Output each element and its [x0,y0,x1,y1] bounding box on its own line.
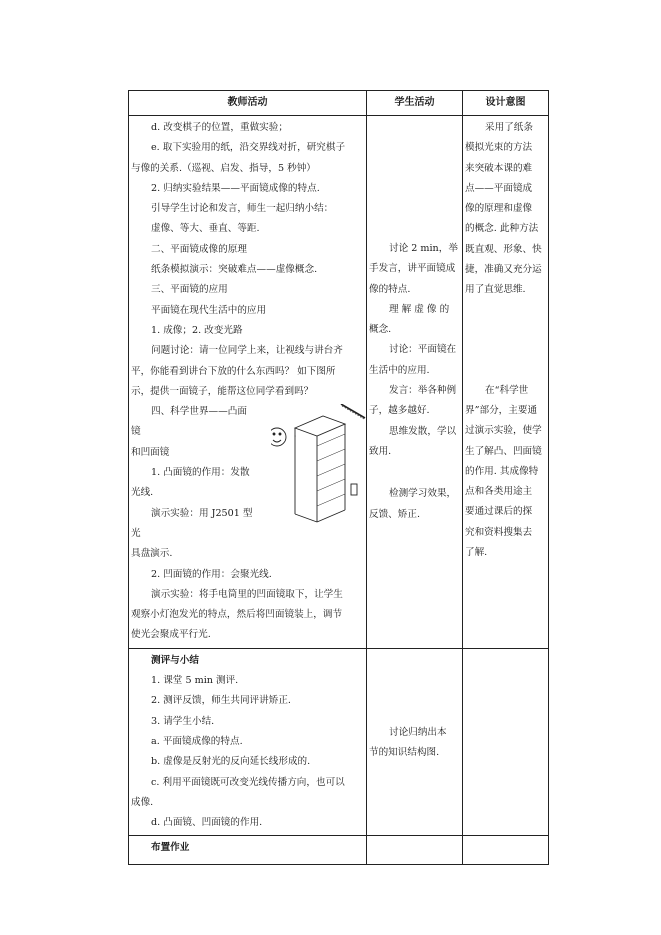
header-row [129,91,549,116]
evaluation-line: a. 平面镜成像的特点. [151,735,243,747]
design-line: 用了直觉思维. [465,284,526,296]
student-line: 概念. [369,324,392,336]
teacher-line: 1. 成像；2. 改变光路 [151,324,243,336]
object-icon [351,484,357,495]
design-line: 采用了纸条 [485,122,533,133]
design-line: 点和各类用途主 [465,486,533,498]
student-line: 思维发散，学以 [389,425,457,437]
design-line: 捷，准确又充分运 [465,264,542,276]
teacher-line: e. 取下实验用的纸，沿交界线对折，研究棋子 [151,142,346,154]
section-title: 测评与小结 [151,654,199,666]
teacher-line: 演示实验：将手电筒里的凹面镜取下，让学生 [151,588,343,600]
student-line: 生活中的应用. [369,364,430,376]
design-line: 生了解凸、凹面镜 [465,445,542,457]
design-line: 点——平面镜成 [465,182,533,194]
teacher-line: 2. 凹面镜的作用：会聚光线. [151,568,272,580]
teacher-line: 平，你能看到讲台下放的什么东西吗？ 如下图所 [131,365,336,377]
mirror-icon [341,404,365,419]
teacher-line: 使光会聚成平行光. [131,629,211,641]
teacher-line: 平面镜在现代生活中的应用 [151,304,267,316]
design-line: 要通过课后的探 [465,506,533,518]
evaluation-line: 1. 课堂 5 min 测评. [151,675,239,687]
design-line: 像的原理和虚像 [465,203,533,215]
header-student: 学生活动 [367,91,463,116]
teacher-line: 与像的关系.（巡视、启发、指导，5 秒钟） [131,162,316,174]
teacher-line: 四、科学世界——凸面镜 [131,406,247,438]
evaluation-line: 2. 测评反馈，师生共同评讲矫正. [151,695,291,707]
evaluation-row [129,648,549,836]
teacher-line: 虚像、等大、垂直、等距. [151,223,260,235]
design-line: 模拟光束的方法 [465,142,533,154]
teacher-line: 演示实验：用 J2501 型光 [131,507,253,539]
teacher-line: 示，提供一面镜子，能帮这位同学看到吗？ [131,385,314,397]
teacher-line: 和凹面镜 [131,446,170,458]
teacher-line: 具盘演示. [131,548,173,560]
student-line: 像的特点. [369,283,411,295]
mirror-text-block [131,402,253,564]
evaluation-student-cell [367,648,463,836]
teacher-line: 引导学生讨论和发言，师生一起归纳小结： [151,203,334,215]
evaluation-student-line: 讨论归纳出本 [389,726,447,738]
student-face-icon [271,428,286,446]
teacher-line: 二、平面镜成像的原理 [151,243,247,255]
mirror-section [131,402,364,564]
design-line: 既直观、形象、快 [465,243,542,255]
student-line: 子，越多越好. [369,405,430,417]
homework-row [129,836,549,865]
teacher-line: 纸条模拟演示：突破难点——虚像概念. [151,264,318,276]
homework-student-cell [367,836,463,865]
design-line: 了解. [465,547,488,559]
activity-row [129,116,549,649]
student-line: 理 解 虚 像 的 [389,303,450,315]
evaluation-line: c. 利用平面镜既可改变光线传播方向，也可以 [151,776,345,788]
teacher-line: 2. 归纳实验结果——平面镜成像的特点. [151,182,320,194]
design-line: 的作用. 其成像特 [465,465,539,477]
teacher-line: 观察小灯泡发光的特点，然后将凹面镜装上，调节 [131,609,343,621]
section-title: 布置作业 [151,842,190,854]
student-line: 检测学习效果， [389,488,457,500]
evaluation-design-cell [463,648,549,836]
student-line: 反馈、矫正. [369,508,421,520]
student-line: 致用. [369,445,392,457]
teacher-line: d. 改变棋子的位置，重做实验； [151,122,288,133]
homework-cell [129,836,367,865]
design-line: 究和资料搜集去 [465,526,533,538]
design-intent-cell [463,116,549,649]
evaluation-line: 3. 请学生小结. [151,715,215,727]
student-line: 手发言，讲平面镜成 [369,263,456,275]
evaluation-teacher-cell [129,648,367,836]
header-design: 设计意图 [463,91,549,116]
design-line: 界”部分，主要通 [465,404,538,416]
evaluation-student-line: 节的知识结构图. [369,747,440,759]
teacher-activity-cell [129,116,367,649]
design-line: 过演示实验，使学 [465,425,542,437]
student-line: 讨论 2 min，举 [389,243,458,254]
teacher-line: 1. 凸面镜的作用：发散 [151,467,250,479]
design-line: 来突破本课的难 [465,162,533,174]
teacher-line: 光线. [131,487,154,499]
evaluation-line: b. 虚像是反射光的反向延长线形成的. [151,756,311,768]
evaluation-line: 成像. [131,796,154,808]
teacher-line: 问题讨论：请一位同学上来，让视线与讲台齐 [151,345,343,357]
student-activity-cell [367,116,463,649]
evaluation-line: d. 凸面镜、凹面镜的作用. [151,817,263,829]
podium-mirror-illustration [271,404,366,524]
teacher-line: 三、平面镜的应用 [151,284,228,296]
homework-design-cell [463,836,549,865]
lesson-plan-table [128,90,549,865]
podium-icon [295,416,345,522]
student-line: 讨论：平面镜在 [389,344,457,356]
design-line: 在“科学世 [485,384,529,396]
header-teacher: 教师活动 [129,91,367,116]
student-line: 发言：举各种例 [389,385,457,397]
design-line: 的概念. 此种方法 [465,223,539,235]
